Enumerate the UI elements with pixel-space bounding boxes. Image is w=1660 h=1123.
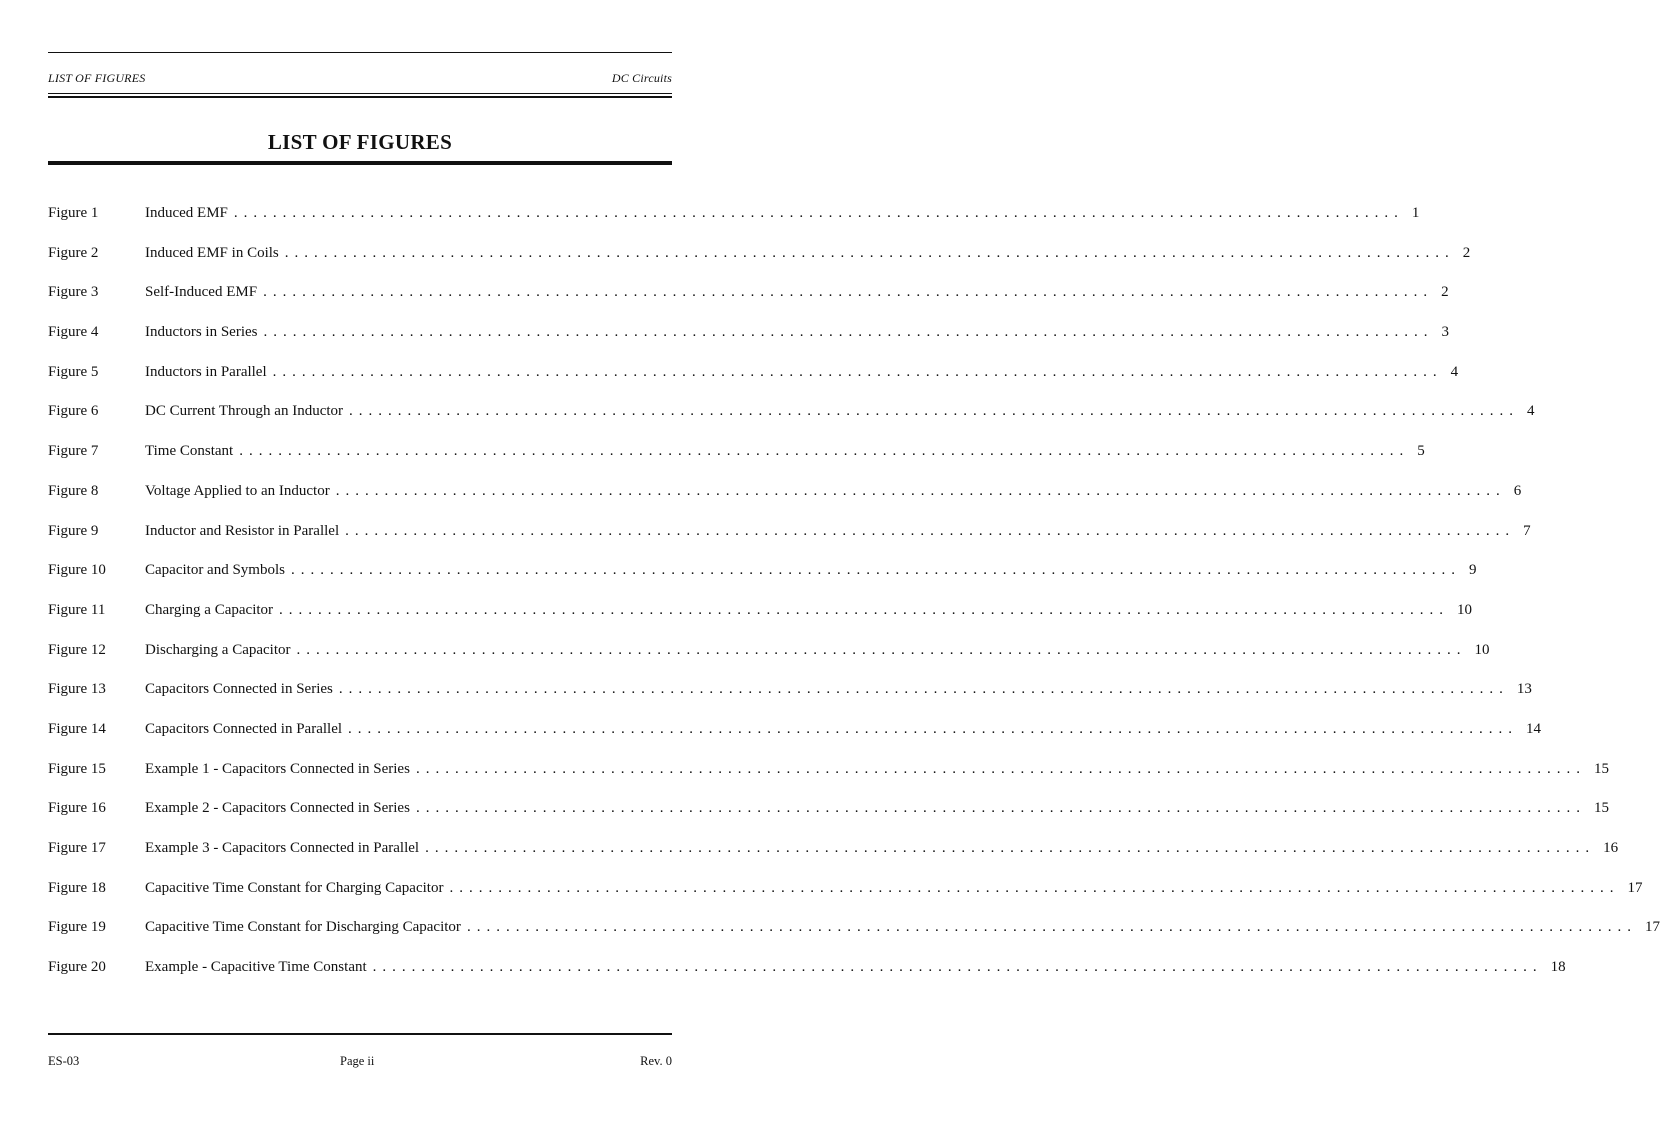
dot-leader: ........................................................................................................................	[449, 879, 1620, 896]
header-top-rule	[48, 52, 672, 53]
figure-page-number: 7	[1523, 522, 1531, 539]
figure-page-number: 10	[1474, 641, 1490, 658]
running-header-left: LIST OF FIGURES	[48, 71, 146, 85]
figure-page-number: 16	[1603, 840, 1619, 856]
figure-entry	[145, 681, 1532, 698]
figure-title: Capacitors Connected in Series	[145, 681, 333, 698]
figure-number: Figure 6	[48, 403, 99, 420]
figure-entry	[145, 840, 1619, 857]
figure-number: Figure 2	[48, 244, 99, 261]
figure-number: Figure 15	[48, 760, 106, 777]
figure-number: Figure 12	[48, 641, 106, 658]
figure-number: Figure 20	[48, 959, 106, 976]
figure-number: Figure 5	[48, 363, 99, 380]
figure-number: Figure 8	[48, 482, 99, 499]
figure-entry	[145, 562, 1477, 579]
footer-doc-id: ES-03	[48, 1054, 80, 1068]
list-item	[48, 522, 1531, 563]
list-item	[48, 443, 1425, 483]
figure-title: Capacitor and Symbols	[145, 562, 285, 579]
figure-number: Figure 7	[48, 443, 99, 460]
figure-title: Inductor and Resistor in Parallel	[145, 522, 340, 539]
figure-number: Figure 17	[48, 840, 106, 856]
figure-number: Figure 14	[48, 720, 106, 737]
figure-number: Figure 19	[48, 919, 106, 936]
figure-number: Figure 16	[48, 800, 106, 817]
figure-page-number: 14	[1526, 720, 1542, 737]
dot-leader: ........................................................................................................................	[338, 681, 1509, 698]
figure-page-number: 10	[1457, 601, 1473, 618]
header-bottom-rule-thin	[48, 93, 672, 94]
dot-leader: ........................................................................................................................	[290, 562, 1461, 579]
figure-number: Figure 11	[48, 601, 106, 618]
figure-entry	[145, 443, 1425, 460]
list-item	[48, 601, 1473, 642]
list-item	[48, 959, 1566, 999]
list-item	[48, 919, 1660, 959]
dot-leader: ........................................................................................................................	[345, 522, 1516, 539]
title-rule	[48, 161, 672, 165]
footer-rule	[48, 1033, 672, 1035]
dot-leader: ........................................................................................................................	[239, 443, 1410, 460]
figure-entry	[145, 205, 1420, 222]
figure-entry	[145, 284, 1449, 301]
figure-title: Capacitive Time Constant for Discharging Capacitor	[145, 919, 461, 936]
figure-page-number: 15	[1593, 760, 1609, 777]
figure-title: Induced EMF	[145, 205, 228, 221]
list-item	[48, 482, 1522, 523]
figure-page-number: 15	[1593, 800, 1609, 817]
figure-page-number: 4	[1450, 363, 1459, 380]
figure-title: DC Current Through an Inductor	[145, 403, 344, 420]
figure-entry	[145, 324, 1449, 341]
figure-page-number: 2	[1441, 284, 1449, 301]
figure-entry	[145, 959, 1566, 976]
figure-entry	[145, 720, 1542, 738]
list-item	[48, 205, 1420, 245]
dot-leader: ........................................................................................................................	[335, 482, 1506, 499]
list-item	[48, 879, 1643, 920]
figure-number: Figure 1	[48, 205, 99, 221]
footer-revision: Rev. 0	[640, 1054, 672, 1068]
figure-page-number: 18	[1550, 959, 1566, 976]
figure-number: Figure 3	[48, 284, 99, 301]
dot-leader: ........................................................................................................................	[233, 205, 1404, 221]
figure-page-number: 1	[1411, 205, 1420, 221]
dot-leader: ........................................................................................................................	[425, 840, 1596, 856]
figure-title: Capacitors Connected in Parallel	[145, 720, 343, 737]
page-title: LIST OF FIGURES	[267, 130, 453, 154]
list-item	[48, 800, 1609, 840]
dot-leader: ........................................................................................................................	[415, 760, 1586, 777]
figure-page-number: 13	[1516, 681, 1532, 698]
figure-page-number: 2	[1462, 244, 1471, 261]
figure-number: Figure 10	[48, 562, 106, 579]
figure-entry	[145, 919, 1660, 936]
list-item	[48, 284, 1449, 324]
figure-entry	[145, 244, 1471, 262]
figure-title: Self-Induced EMF	[145, 284, 258, 301]
dot-leader: ........................................................................................................................	[466, 919, 1637, 936]
list-item	[48, 760, 1609, 801]
dot-leader: ........................................................................................................................	[349, 403, 1520, 420]
figure-entry	[145, 601, 1473, 619]
figure-title: Discharging a Capacitor	[145, 641, 291, 658]
figure-title: Inductors in Parallel	[145, 363, 267, 380]
figure-entry	[145, 363, 1459, 381]
dot-leader: ........................................................................................................................	[348, 720, 1519, 737]
header-bottom-rule-thick	[48, 96, 672, 98]
figure-number: Figure 9	[48, 522, 99, 539]
dot-leader: ........................................................................................................................	[272, 363, 1443, 380]
figure-entry	[145, 760, 1609, 778]
figure-title: Inductors in Series	[145, 324, 258, 341]
figure-number: Figure 18	[48, 879, 106, 896]
figure-list	[48, 205, 1660, 999]
figure-page-number: 9	[1468, 562, 1477, 579]
figure-page-number: 3	[1441, 324, 1449, 341]
figure-entry	[145, 482, 1522, 500]
list-item	[48, 681, 1532, 721]
dot-leader: ........................................................................................................................	[263, 324, 1434, 341]
figure-number: Figure 4	[48, 324, 99, 341]
list-item	[48, 363, 1459, 404]
dot-leader: ........................................................................................................................	[284, 244, 1455, 261]
figure-title: Capacitive Time Constant for Charging Capacitor	[145, 879, 444, 896]
figure-entry	[145, 641, 1490, 659]
figure-page-number: 5	[1417, 443, 1425, 460]
figure-page-number: 6	[1513, 482, 1522, 499]
figure-number: Figure 13	[48, 681, 106, 698]
dot-leader: ........................................................................................................................	[415, 800, 1586, 817]
list-item	[48, 840, 1619, 880]
figure-entry	[145, 403, 1535, 420]
list-item	[48, 720, 1542, 761]
figure-title: Voltage Applied to an Inductor	[145, 482, 330, 499]
list-item	[48, 244, 1471, 285]
figure-entry	[145, 879, 1643, 897]
figure-title: Example 3 - Capacitors Connected in Parallel	[145, 840, 420, 856]
figure-title: Induced EMF in Coils	[145, 244, 279, 261]
dot-leader: ........................................................................................................................	[372, 959, 1543, 976]
figure-page-number: 17	[1644, 919, 1660, 936]
list-item	[48, 403, 1535, 443]
figure-title: Example - Capacitive Time Constant	[145, 959, 367, 976]
figure-title: Example 2 - Capacitors Connected in Series	[145, 800, 410, 817]
list-item	[48, 562, 1477, 602]
footer-page-number: Page ii	[340, 1054, 375, 1068]
dot-leader: ........................................................................................................................	[296, 641, 1467, 658]
dot-leader: ........................................................................................................................	[263, 284, 1434, 301]
figure-title: Charging a Capacitor	[145, 601, 274, 618]
dot-leader: ........................................................................................................................	[279, 601, 1450, 618]
figure-title: Time Constant	[145, 443, 234, 460]
figure-page-number: 4	[1527, 403, 1535, 420]
running-header-right: DC Circuits	[611, 71, 672, 85]
figure-entry	[145, 522, 1531, 540]
figure-title: Example 1 - Capacitors Connected in Series	[145, 760, 410, 777]
figure-entry	[145, 800, 1609, 817]
list-item	[48, 324, 1449, 364]
list-item	[48, 641, 1490, 682]
figure-page-number: 17	[1627, 879, 1643, 896]
